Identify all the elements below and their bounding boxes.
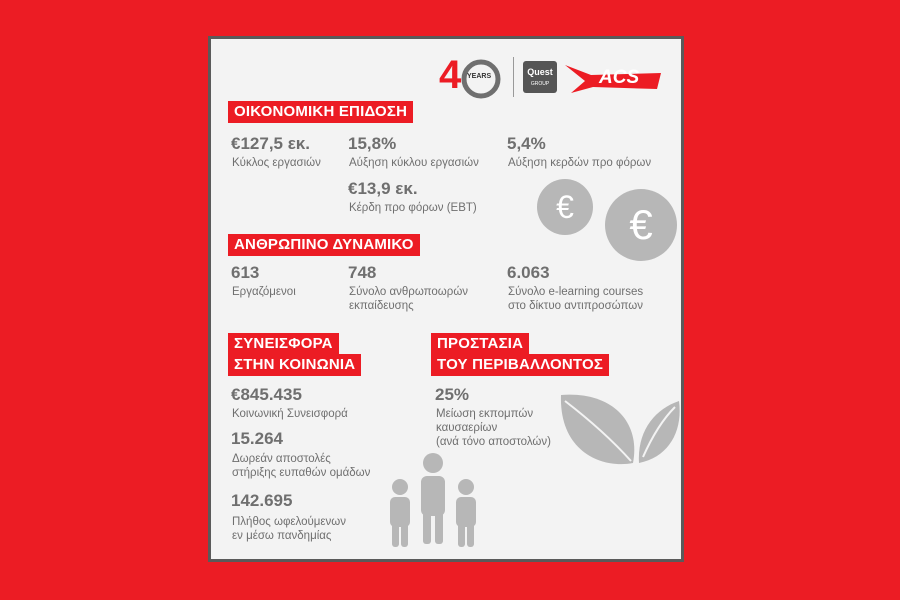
society-section-title-line1: ΣΥΝΕΙΣΦΟΡΑ (228, 333, 339, 355)
euro-coin-small-icon (537, 179, 593, 235)
emissions-label-line1: Μείωση εκπομπών (436, 408, 534, 420)
forty-digit-4: 4 (439, 53, 462, 97)
beneficiaries-label-line2: εν μέσω πανδημίας (232, 530, 332, 542)
ebt-label: Κέρδη προ φόρων (EBT) (349, 202, 477, 214)
elearning-label-line2: στο δίκτυο αντιπροσώπων (508, 300, 643, 312)
people-icon (383, 451, 483, 551)
environment-section-title-line2: ΤΟΥ ΠΕΡΙΒΑΛΛΟΝΤΟΣ (431, 354, 609, 376)
acs-text: ACS (599, 67, 640, 88)
beneficiaries-label-line1: Πλήθος ωφελούμενων (232, 516, 347, 528)
quest-group-logo (523, 61, 557, 93)
turnover-growth-label: Αύξηση κύκλου εργασιών (349, 157, 479, 169)
society-section-title-line2: ΣΤΗΝ ΚΟΙΝΩΝΙΑ (228, 354, 361, 376)
forty-years-logo (439, 53, 509, 99)
social-contribution-value: €845.435 (231, 385, 302, 404)
elearning-label-line1: Σύνολο e-learning courses (508, 286, 644, 298)
logo-separator (513, 57, 514, 97)
training-hours-label-line1: Σύνολο ανθρωποωρών (349, 286, 469, 298)
acs-logo (563, 63, 663, 93)
elearning-value: 6.063 (507, 263, 550, 282)
euro-coin-large-icon (605, 189, 677, 261)
euro-symbol: € (556, 189, 574, 225)
free-shipments-label-line1: Δωρεάν αποστολές (232, 453, 331, 465)
free-shipments-label-line2: στήριξης ευπαθών ομάδων (232, 467, 371, 479)
training-hours-value: 748 (348, 263, 377, 282)
quest-group-text: GROUP (530, 81, 550, 87)
turnover-label: Κύκλος εργασιών (232, 157, 321, 169)
quest-text: Quest (527, 67, 553, 77)
forty-digit-0 (439, 57, 440, 58)
employees-value: 613 (231, 263, 260, 282)
ebt-value: €13,9 εκ. (348, 179, 418, 198)
training-hours-label-line2: εκπαίδευσης (349, 300, 414, 312)
beneficiaries-value: 142.695 (231, 491, 293, 510)
emissions-label-line3: (ανά τόνο αποστολών) (436, 436, 551, 448)
leaves-icon (551, 391, 681, 471)
emissions-value: 25% (435, 385, 470, 404)
social-contribution-label: Κοινωνική Συνεισφορά (232, 408, 348, 420)
turnover-growth-value: 15,8% (348, 134, 397, 153)
euro-symbol: € (629, 201, 653, 248)
profit-growth-label: Αύξηση κερδών προ φόρων (508, 157, 652, 169)
environment-section-title-line1: ΠΡΟΣΤΑΣΙΑ (431, 333, 529, 355)
employees-label: Εργαζόμενοι (232, 286, 296, 298)
years-text: YEARS (467, 73, 492, 80)
human-section-title: ΑΝΘΡΩΠΙΝΟ ΔΥΝΑΜΙΚΟ (228, 234, 420, 256)
free-shipments-value: 15.264 (231, 429, 283, 448)
financial-section-title: ΟΙΚΟΝΟΜΙΚΗ ΕΠΙΔΟΣΗ (228, 101, 413, 123)
profit-growth-value: 5,4% (507, 134, 546, 153)
infographic-card (208, 36, 684, 562)
emissions-label-line2: καυσαερίων (436, 422, 498, 434)
turnover-value: €127,5 εκ. (231, 134, 310, 153)
